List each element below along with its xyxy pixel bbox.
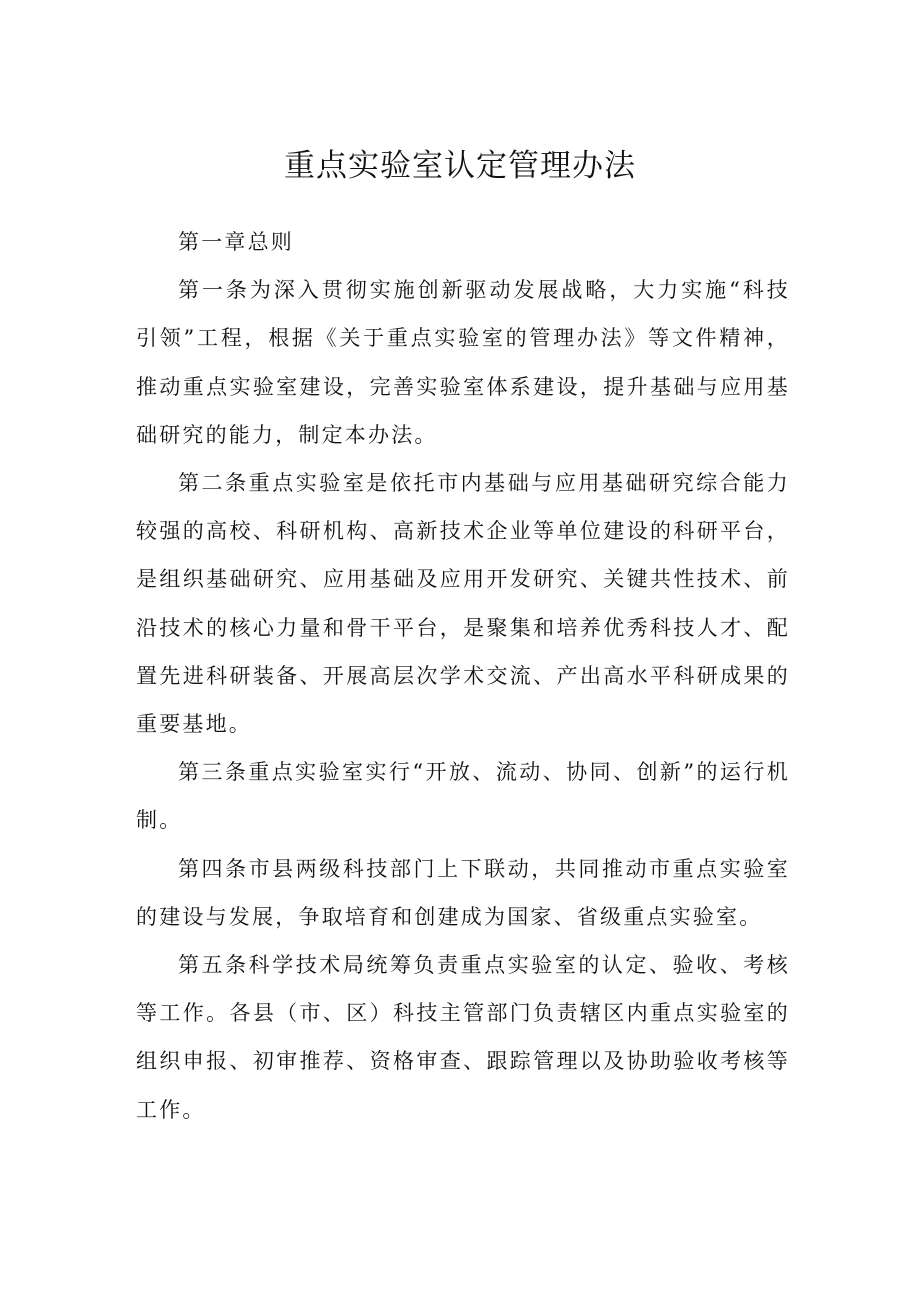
article-4-paragraph: 第四条市县两级科技部门上下联动，共同推动市重点实验室的建设与发展，争取培育和创建成为国家、省级重点实验室。 xyxy=(136,856,790,929)
page-title: 重点实验室认定管理办法 xyxy=(284,148,636,184)
document-body xyxy=(136,218,790,1134)
chapter-heading: 第一章总则 xyxy=(178,230,294,254)
article-2-paragraph: 第二条重点实验室是依托市内基础与应用基础研究综合能力较强的高校、科研机构、高新技术企业等单位建设的科研平台，是组织基础研究、应用基础及应用开发研究、关键共性技术、前沿技术的核心力量和骨干平台，是聚集和培养优秀科技人才、配置先进科研装备、开展高层次学术交流、产出高水平科研成果的重要基地。 xyxy=(136,471,790,737)
article-5-paragraph: 第五条科学技术局统筹负责重点实验室的认定、验收、考核等工作。各县（市、区）科技主管部门负责辖区内重点实验室的组织申报、初审推荐、资格审查、跟踪管理以及协助验收考核等工作。 xyxy=(136,953,790,1122)
article-1-paragraph: 第一条为深入贯彻实施创新驱动发展战略，大力实施“科技引领”工程，根据《关于重点实验室的管理办法》等文件精神，推动重点实验室建设，完善实验室体系建设，提升基础与应用基础研究的能力，制定本办法。 xyxy=(136,278,790,447)
article-3-paragraph: 第三条重点实验室实行“开放、流动、协同、创新”的运行机制。 xyxy=(136,760,790,833)
